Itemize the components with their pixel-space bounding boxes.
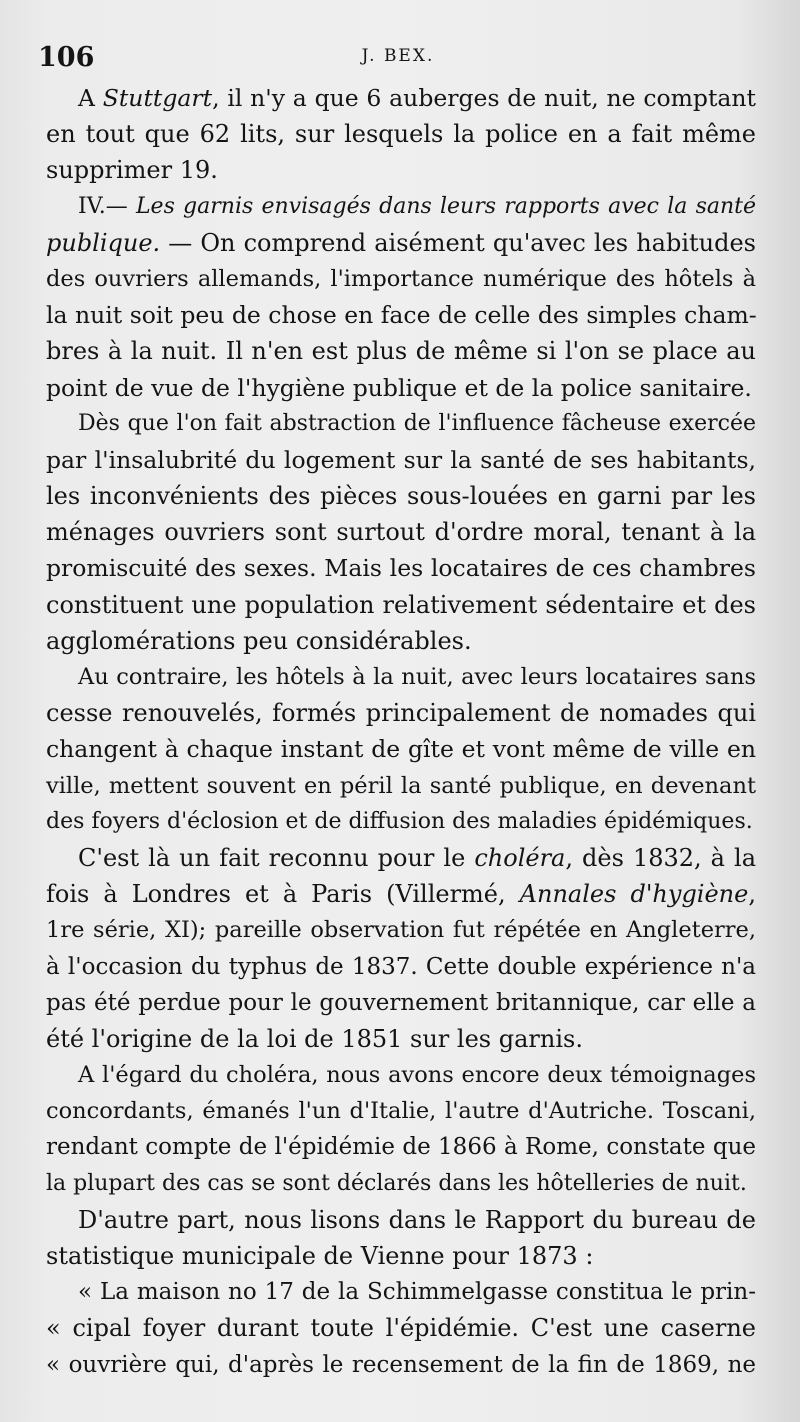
text-line — [46, 1202, 756, 1238]
italic-text: choléra — [474, 843, 566, 872]
text-run: ménages ouvriers sont surtout d'ordre moral, tenant à la — [46, 518, 756, 547]
text-line — [46, 659, 756, 695]
text-line — [46, 333, 756, 369]
text-line — [46, 876, 756, 912]
body-text — [46, 80, 756, 1383]
italic-text: Stuttgart — [102, 84, 213, 112]
text-run: promiscuité des sexes. Mais les locataires de ces chambres — [46, 554, 756, 583]
text-line — [46, 912, 756, 948]
text-line — [46, 116, 756, 152]
text-run: concordants, émanés l'un d'Italie, l'autre d'Autriche. Toscani, — [46, 1098, 756, 1125]
text-run: — On comprend aisément qu'avec les habitudes — [160, 228, 756, 257]
text-line — [46, 1057, 756, 1093]
text-run: des foyers d'éclosion et de diffusion des maladies épidémiques. — [46, 808, 753, 834]
text-run: C'est là un fait reconnu pour le — [78, 843, 475, 872]
text-run: supprimer 19. — [46, 156, 218, 185]
text-run: , dès 1832, à la — [565, 843, 757, 872]
text-line — [46, 623, 756, 659]
text-run: bres à la nuit. Il n'en est plus de même si l'on se place au — [46, 337, 756, 366]
text-line — [46, 1166, 756, 1202]
text-run: « ouvrière qui, d'après le recensement de la fin de 1869, ne — [46, 1351, 756, 1378]
text-line — [46, 1021, 756, 1057]
text-run: été l'origine de la loi de 1851 sur les garnis. — [46, 1024, 583, 1053]
text-run: fois à Londres et à Paris (Villermé, — [46, 880, 520, 909]
text-run: statistique municipale de Vienne pour 1873 : — [46, 1242, 594, 1270]
text-line — [46, 550, 756, 586]
text-run: à l'occasion du typhus de 1837. Cette double expérience n'a — [46, 953, 756, 980]
text-line — [46, 731, 756, 767]
text-run: pas été perdue pour le gouvernement britannique, car elle a — [46, 989, 756, 1016]
text-run: la plupart des cas se sont déclarés dans les hôtelleries de nuit. — [46, 1170, 747, 1196]
text-line — [46, 768, 756, 804]
text-run: , — [748, 880, 756, 909]
text-run: Dès que l'on fait abstraction de l'influence fâcheuse exercée — [78, 410, 756, 436]
text-line — [46, 804, 756, 840]
text-run: , il n'y a que 6 auberges de nuit, ne comptant — [212, 84, 756, 112]
text-line — [46, 1129, 756, 1165]
text-run: en tout que 62 lits, sur lesquels la police en a fait même — [46, 120, 756, 149]
running-head: J. BEX. — [361, 46, 435, 66]
text-line — [46, 985, 756, 1021]
text-run: A — [78, 84, 103, 112]
text-run: IV.— — [78, 193, 136, 219]
text-line — [46, 587, 756, 623]
text-run: des ouvriers allemands, l'importance numérique des hôtels à — [46, 265, 756, 292]
text-line — [46, 189, 756, 225]
text-line — [46, 152, 756, 188]
page-number: 106 — [38, 42, 95, 73]
text-line — [46, 1274, 756, 1310]
text-run: A l'égard du choléra, nous avons encore deux témoignages — [78, 1062, 756, 1089]
text-line — [46, 297, 756, 333]
text-line — [46, 1347, 756, 1383]
text-line — [46, 695, 756, 731]
text-line — [46, 1093, 756, 1129]
text-run: point de vue de l'hygiène publique et de la police sanitaire. — [46, 373, 752, 402]
text-run: rendant compte de l'épidémie de 1866 à Rome, constate que — [46, 1134, 756, 1161]
text-run: « La maison no 17 de la Schimmelgasse constitua le prin- — [78, 1279, 756, 1306]
text-line — [46, 406, 756, 442]
text-run: « cipal foyer durant toute l'épidémie. C'est une caserne — [46, 1314, 756, 1343]
text-line — [46, 949, 756, 985]
text-line — [46, 225, 756, 261]
text-run: par l'insalubrité du logement sur la santé de ses habitants, — [46, 445, 756, 474]
text-line — [46, 442, 756, 478]
italic-text: Les garnis envisagés dans leurs rapports avec la santé — [135, 193, 756, 219]
page-header — [38, 40, 758, 76]
text-line — [46, 1310, 756, 1346]
text-line — [46, 478, 756, 514]
text-line — [46, 1238, 756, 1274]
text-line — [46, 80, 756, 116]
text-run: les inconvénients des pièces sous-louées en garni par les — [46, 482, 756, 511]
text-run: agglomérations peu considérables. — [46, 626, 472, 655]
text-run: constituent une population relativement sédentaire et des — [46, 590, 756, 619]
italic-text: Annales d'hygiène — [519, 880, 749, 909]
text-line — [46, 840, 756, 876]
text-line — [46, 514, 756, 550]
text-line — [46, 370, 756, 406]
text-run: cesse renouvelés, formés principalement de nomades qui — [46, 699, 756, 728]
text-run: D'autre part, nous lisons dans le Rapport du bureau de — [78, 1205, 756, 1234]
text-run: changent à chaque instant de gîte et vont même de ville en — [46, 735, 756, 764]
text-run: ville, mettent souvent en péril la santé publique, en devenant — [46, 772, 756, 799]
text-run: Au contraire, les hôtels à la nuit, avec leurs locataires sans — [78, 664, 756, 690]
italic-text: publique. — [46, 228, 161, 257]
text-run: la nuit soit peu de chose en face de celle des simples cham- — [46, 301, 757, 330]
text-line — [46, 261, 756, 297]
text-run: 1re série, XI); pareille observation fut répétée en Angleterre, — [46, 917, 756, 944]
